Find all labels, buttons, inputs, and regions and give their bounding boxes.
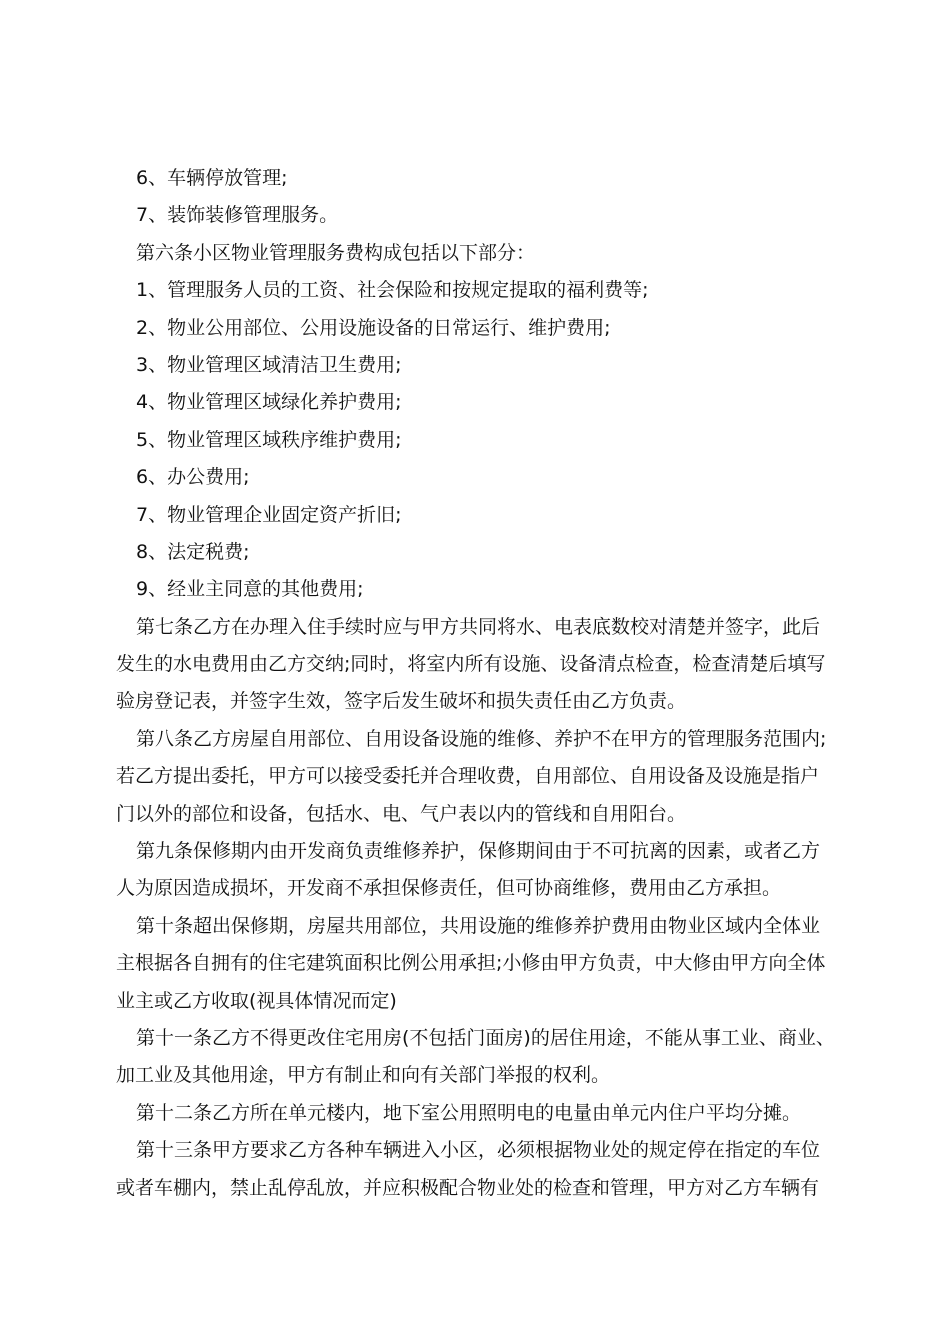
article-10-line: 业主或乙方收取(视具体情况而定) [116,989,397,1012]
article-11-line: 第十一条乙方不得更改住宅用房(不包括门面房)的居住用途，不能从事工业、商业、 [136,1026,835,1049]
article-9-line: 人为原因造成损坏，开发商不承担保修责任，但可协商维修，费用由乙方承担。 [116,877,782,900]
list-item: 6、车辆停放管理; [136,167,288,189]
list-item: 7、装饰装修管理服务。 [136,204,339,227]
article-7-line: 验房登记表，并签字生效，签字后发生破坏和损失责任由乙方负责。 [116,690,687,713]
article-8-line: 第八条乙方房屋自用部位、自用设备设施的维修、养护不在甲方的管理服务范围内; [136,727,827,750]
article-7-line: 第七条乙方在办理入住手续时应与甲方共同将水、电表底数校对清楚并签字，此后 [136,615,821,638]
list-item: 3、物业管理区域清洁卫生费用; [136,353,402,376]
list-item: 5、物业管理区域秩序维护费用; [136,428,402,451]
article-9-line: 第九条保修期内由开发商负责维修养护，保修期间由于不可抗离的因素，或者乙方 [136,840,821,863]
list-item: 7、物业管理企业固定资产折旧; [136,503,402,526]
article-8-line: 若乙方提出委托，甲方可以接受委托并合理收费，自用部位、自用设备及设施是指户 [116,765,820,788]
list-item: 4、物业管理区域绿化养护费用; [136,391,402,414]
list-item: 2、物业公用部位、公用设施设备的日常运行、维护费用; [136,316,611,339]
article-13-line: 第十三条甲方要求乙方各种车辆进入小区，必须根据物业处的规定停在指定的车位 [136,1139,821,1162]
article-11-line: 加工业及其他用途，甲方有制止和向有关部门举报的权利。 [116,1064,611,1087]
list-item: 6、办公费用; [136,466,250,489]
article-10-line: 主根据各自拥有的住宅建筑面积比例公用承担;小修由甲方负责，中大修由甲方向全体 [116,952,826,975]
article-12-line: 第十二条乙方所在单元楼内，地下室公用照明电的电量由单元内住户平均分摊。 [136,1101,802,1124]
document-body [116,160,836,1207]
article-13-line: 或者车棚内，禁止乱停乱放，并应积极配合物业处的检查和管理，甲方对乙方车辆有 [116,1176,820,1199]
list-item: 9、经业主同意的其他费用; [136,578,364,601]
list-item: 1、管理服务人员的工资、社会保险和按规定提取的福利费等; [136,279,649,302]
article-10-line: 第十条超出保修期，房屋共用部位，共用设施的维修养护费用由物业区域内全体业 [136,914,821,937]
list-item: 8、法定税费; [136,540,250,563]
article-8-line: 门以外的部位和设备，包括水、电、气户表以内的管线和自用阳台。 [116,802,687,825]
article-heading: 第六条小区物业管理服务费构成包括以下部分： [136,241,536,264]
article-7-line: 发生的水电费用由乙方交纳;同时，将室内所有设施、设备清点检查，检查清楚后填写 [116,653,826,676]
